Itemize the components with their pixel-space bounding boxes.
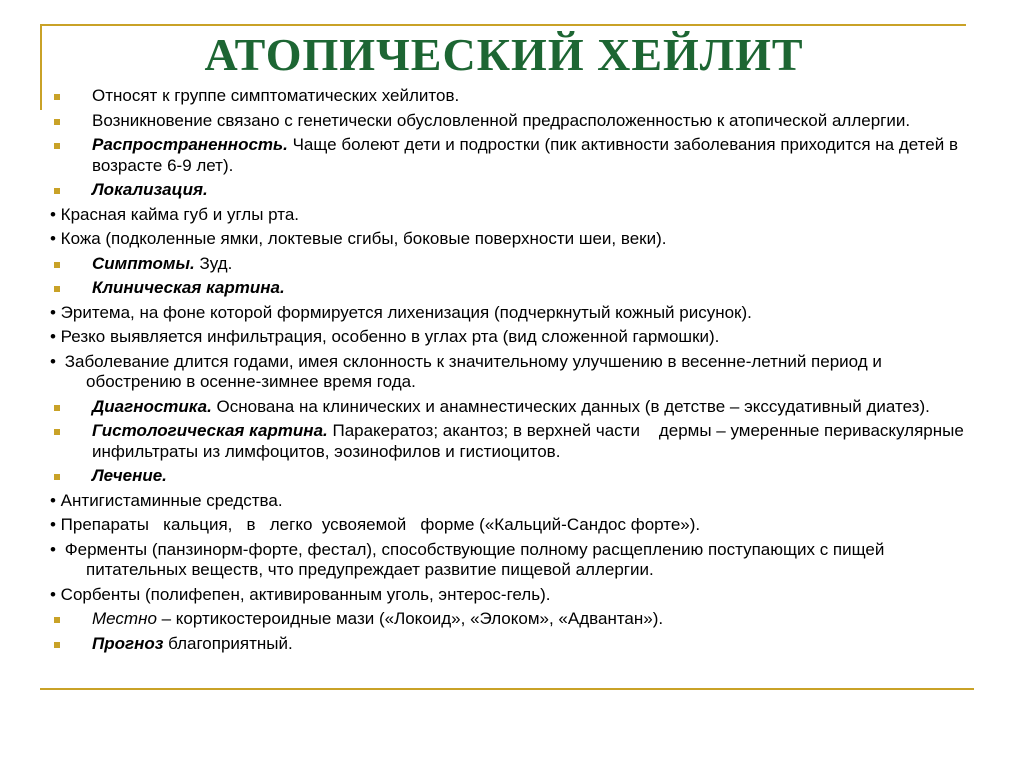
list-item: Прогноз благоприятный.	[50, 634, 970, 655]
list-item: • Антигистаминные средства.	[50, 490, 283, 510]
list-item: Возникновение связано с генетически обусловленной предрасположенностью к атопической аллергии.	[50, 111, 970, 132]
list-item: Относят к группе симптоматических хейлитов.	[50, 86, 970, 107]
list-item: • Резко выявляется инфильтрация, особенно в углах рта (вид сложенной гармошки).	[50, 327, 720, 346]
list-item: • Сорбенты (полифепен, активированным уголь, энтерос-гель).	[50, 584, 551, 604]
list-item: Гистологическая картина. Паракератоз; акантоз; в верхней части дермы – умеренные периваскулярные инфильтраты из лимфоцитов, эозинофилов и гистиоцитов.	[50, 421, 970, 462]
list-item: Клиническая картина.	[50, 278, 970, 299]
list-item: Распространенность. Чаще болеют дети и подростки (пик активности заболевания приходится на детей в возрасте 6-9 лет).	[50, 135, 970, 176]
list-item: Симптомы. Зуд.	[50, 254, 970, 275]
slide-title: АТОПИЧЕСКИЙ ХЕЙЛИТ	[204, 29, 804, 80]
list-item: • Препараты кальция, в легко усвояемой форме («Кальций-Сандос форте»).	[50, 515, 701, 534]
frame-top-line	[40, 24, 966, 26]
content-list	[50, 86, 970, 658]
list-item: • Заболевание длится годами, имея склонность к значительному улучшению в весенне-летний период и обострению в осенне-зимнее время года.	[50, 351, 882, 391]
list-item: Диагностика. Основана на клинических и анамнестических данных (в детстве – экссудативный диатез).	[50, 397, 970, 418]
list-item: • Красная кайма губ и углы рта.	[50, 204, 299, 224]
list-item: • Эритема, на фоне которой формируется лихенизация (подчеркнутый кожный рисунок).	[50, 302, 752, 322]
list-item: Местно – кортикостероидные мази («Локоид», «Элоком», «Адвантан»).	[50, 609, 970, 630]
list-item: • Ферменты (панзинорм-форте, фестал), способствующие полному расщеплению поступающих с пищей питательных веществ, что предупреждает развитие пищевой аллергии.	[50, 539, 885, 579]
list-item: Лечение.	[50, 466, 970, 487]
list-item: Локализация.	[50, 180, 970, 201]
list-item: • Кожа (подколенные ямки, локтевые сгибы, боковые поверхности шеи, веки).	[50, 229, 667, 248]
frame-bottom-line	[40, 688, 974, 690]
